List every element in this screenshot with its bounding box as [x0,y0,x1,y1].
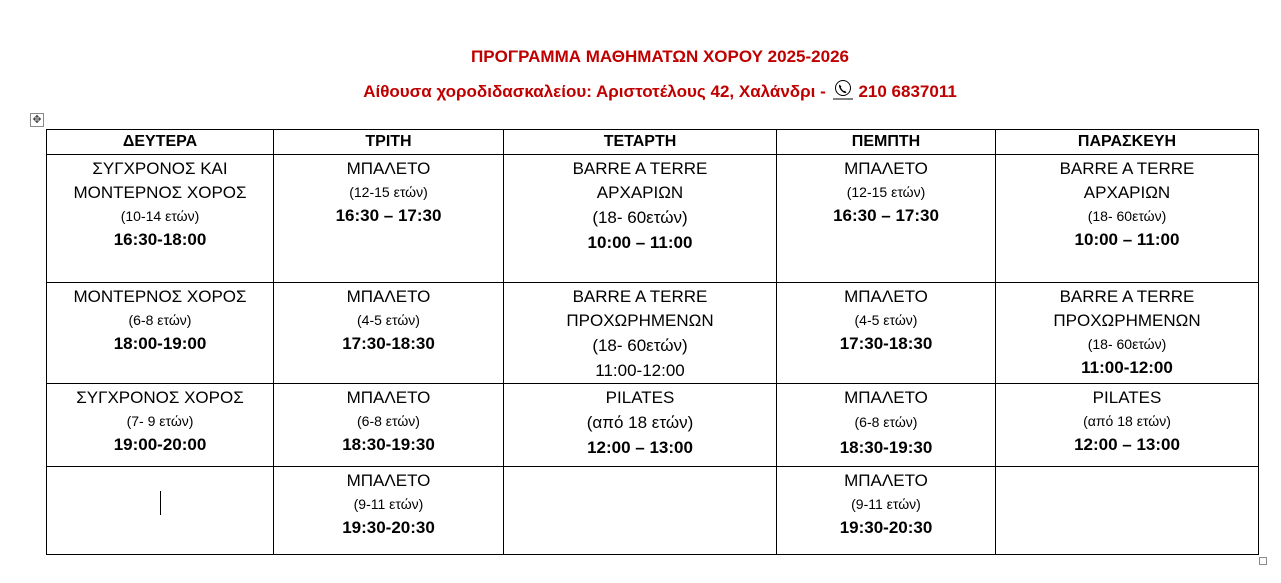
class-time: 18:30-19:30 [342,435,435,454]
class-age: (7- 9 ετών) [126,413,194,429]
class-name: ΜΠΑΛΕΤΟ [346,388,431,407]
table-row [47,467,1259,555]
address-text: Αίθουσα χοροδιδασκαλείου: Αριστοτέλους 42, Χαλάνδρι - [363,82,831,101]
class-cell[interactable] [47,155,274,283]
class-age: (6-8 ετών) [854,414,918,430]
class-time: 18:00-19:00 [113,334,207,353]
class-name: PILATES [1092,388,1162,407]
class-name: ΜΠΑΛΕΤΟ [844,471,928,490]
class-cell[interactable] [996,384,1259,467]
class-cell[interactable] [777,467,996,555]
class-age: (12-15 ετών) [349,184,428,200]
class-age: (12-15 ετών) [846,184,926,200]
class-cell[interactable] [274,283,504,384]
class-time: 17:30-18:30 [342,334,435,353]
class-name: ΜΠΑΛΕΤΟ [346,287,431,306]
day-header: ΠΕΜΠΤΗ [777,130,996,155]
class-name: BARRE A TERRE [1059,287,1195,306]
class-cell[interactable] [504,283,777,384]
class-cell[interactable] [47,283,274,384]
empty-cell[interactable] [504,467,777,555]
class-cell[interactable] [996,155,1259,283]
class-age: (18- 60ετών) [592,336,688,355]
table-row [47,155,1259,283]
class-cell[interactable] [47,384,274,467]
table-move-handle[interactable]: ✥ [30,113,44,127]
class-age: (9-11 ετών) [851,496,921,512]
empty-cell[interactable] [996,467,1259,555]
class-cell[interactable] [274,467,504,555]
class-name: ΜΟΝΤΕΡΝΟΣ ΧΟΡΟΣ [73,183,247,202]
class-age: (9-11 ετών) [353,496,424,512]
class-name: ΣΥΓΧΡΟΝΟΣ ΚΑΙ [92,159,228,178]
class-time: 16:30 – 17:30 [335,206,442,225]
day-header: ΤΕΤΑΡΤΗ [504,130,777,155]
class-name: ΜΠΑΛΕΤΟ [844,159,928,178]
class-cell[interactable] [274,384,504,467]
class-name: ΜΠΑΛΕΤΟ [346,471,431,490]
class-cell[interactable] [996,283,1259,384]
class-age: (από 18 ετών) [586,413,694,432]
class-name: ΑΡΧΑΡΙΩΝ [596,183,684,202]
class-cell[interactable] [504,384,777,467]
class-name: ΜΠΑΛΕΤΟ [844,287,928,306]
class-time: 12:00 – 13:00 [587,438,693,457]
class-age: (18- 60ετών) [592,208,688,227]
class-age: (4-5 ετών) [357,312,420,328]
class-name: BARRE A TERRE [1059,159,1195,178]
class-name: ΜΟΝΤΕΡΝΟΣ ΧΟΡΟΣ [73,287,247,306]
class-name: ΣΥΓΧΡΟΝΟΣ ΧΟΡΟΣ [76,388,244,407]
class-time: 19:00-20:00 [113,435,207,454]
text-cursor [160,491,161,515]
class-time: 17:30-18:30 [839,334,933,353]
class-time: 11:00-12:00 [1081,358,1173,377]
day-header: ΤΡΙΤΗ [274,130,504,155]
class-time: 19:30-20:30 [839,518,933,537]
class-name: BARRE A TERRE [572,159,708,178]
class-age: (18- 60ετών) [1087,336,1167,352]
table-resize-handle[interactable] [1259,557,1267,565]
class-name: ΜΠΑΛΕΤΟ [346,159,431,178]
class-name: PILATES [605,388,675,407]
class-time: 16:30-18:00 [113,230,207,249]
class-cell[interactable] [504,155,777,283]
phone-icon [832,79,854,101]
class-age: (4-5 ετών) [854,312,918,328]
class-age: (από 18 ετών) [1083,413,1171,429]
table-row [47,384,1259,467]
class-age: (6-8 ετών) [357,413,420,429]
class-time: 16:30 – 17:30 [833,206,939,225]
class-name: ΠΡΟΧΩΡΗΜΕΝΩΝ [1053,311,1201,330]
class-name: ΠΡΟΧΩΡΗΜΕΝΩΝ [566,311,714,330]
class-time: 11:00-12:00 [595,361,685,380]
class-time: 18:30-19:30 [839,438,933,457]
class-cell[interactable] [274,155,504,283]
address-line [0,79,1281,102]
class-cell[interactable] [777,155,996,283]
class-cell[interactable] [777,384,996,467]
empty-cell[interactable] [47,467,274,555]
class-age: (18- 60ετών) [1087,208,1167,224]
class-time: 10:00 – 11:00 [587,233,693,252]
day-header: ΠΑΡΑΣΚΕΥΗ [996,130,1259,155]
class-time: 12:00 – 13:00 [1074,435,1180,454]
class-name: ΜΠΑΛΕΤΟ [844,388,928,407]
class-time: 10:00 – 11:00 [1074,230,1180,249]
class-age: (10-14 ετών) [120,208,200,224]
class-time: 19:30-20:30 [342,518,435,537]
class-name: ΑΡΧΑΡΙΩΝ [1083,183,1171,202]
table-header-row [47,130,1259,155]
class-cell[interactable] [777,283,996,384]
class-age: (6-8 ετών) [128,312,192,328]
table-row [47,283,1259,384]
class-name: BARRE A TERRE [572,287,708,306]
document-title: ΠΡΟΓΡΑΜΜΑ ΜΑΘΗΜΑΤΩΝ ΧΟΡΟΥ 2025-2026 [471,47,849,66]
schedule-table [46,129,1259,555]
day-header: ΔΕΥΤΕΡΑ [47,130,274,155]
phone-number: 210 6837011 [858,82,957,101]
